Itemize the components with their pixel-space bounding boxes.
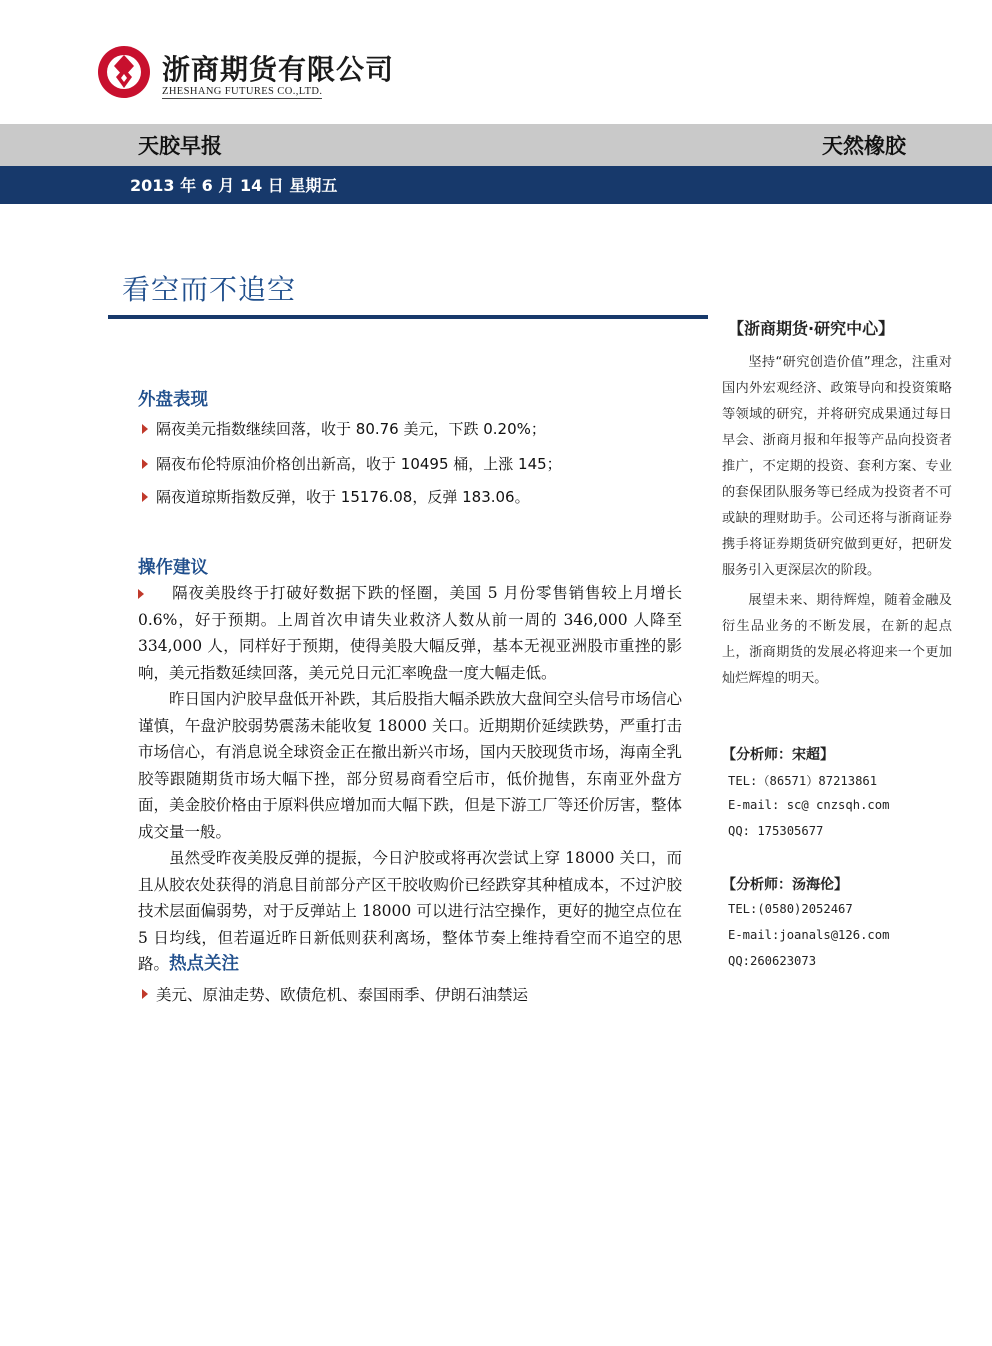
report-type: 天胶早报 <box>138 134 222 158</box>
bullet-triangle-icon <box>138 589 144 599</box>
title-divider <box>108 315 708 319</box>
page-title: 看空而不追空 <box>122 273 297 306</box>
report-date: 2013 年 6 月 14 日 星期五 <box>130 176 338 195</box>
research-center-title: 【浙商期货·研究中心】 <box>728 319 895 338</box>
bullet-triangle-icon <box>142 424 148 434</box>
overseas-heading: 外盘表现 <box>138 390 208 410</box>
intro-paragraph: 坚持“研究创造价值”理念，注重对国内外宏观经济、政策导向和投资策略等领域的研究，并将研究成果通过每日早会、浙商月报和年报等产品向投资者推广，不定期的投资、套利方案、专业的套保团队服务等已经成为投资者不可或缺的理财助手。公司还将与浙商证券携手将证券期货研究做到更好，把研发服务引入更深层次的阶段。 <box>722 355 952 578</box>
overseas-item-text: 隔夜布伦特原油价格创出新高，收于 10495 桶，上涨 145； <box>156 455 562 473</box>
bullet-triangle-icon <box>142 989 148 999</box>
overseas-item <box>142 418 546 439</box>
advice-heading: 操作建议 <box>138 558 208 578</box>
analyst-qq: QQ:260623073 <box>728 954 817 968</box>
analyst-tel: TEL:(0580)2052467 <box>728 902 853 916</box>
hotspot-item-text: 美元、原油走势、欧债危机、泰国雨季、伊朗石油禁运 <box>156 986 529 1004</box>
advice-paragraph: 虽然受昨夜美股反弹的提振，今日沪胶或将再次尝试上穿 18000 关口，而且从胶农处获得的消息目前部分产区干胶收购价已经跌穿其种植成本，不过沪胶技术层面偏弱势，对于反弹站上 18000 可以进行沽空操作，更好的抛空点位在 5 日均线，但若逼近昨日新低则获利离场，整体节奏上维持看空而不追空的思路。热点关注 <box>138 849 682 974</box>
analyst-tel: TEL:（86571）87213861 <box>728 774 878 788</box>
analyst-qq: QQ: 175305677 <box>728 824 824 838</box>
research-center-intro <box>722 350 952 692</box>
advice-paragraph: 昨日国内沪胶早盘低开补跌，其后股指大幅杀跌放大盘间空头信号市场信心谨慎，午盘沪胶弱势震荡未能收复 18000 关口。近期期价延续跌势，严重打击市场信心，有消息说全球资金正在撤出新兴市场，国内天胶现货市场，海南全乳胶等跟随期货市场大幅下挫，部分贸易商看空后市，低价抛售，东南亚外盘方面，美金胶价格由于原料供应增加而大幅下跌，但是下游工厂等还价厉害，整体成交量一般。 <box>138 690 682 841</box>
analyst-email: E-mail: sc@ cnzsqh.com <box>728 798 890 812</box>
analyst-heading: 【分析师：汤海伦】 <box>722 877 848 893</box>
advice-body <box>138 580 682 978</box>
overseas-item <box>142 486 530 507</box>
company-logo-icon <box>96 44 152 100</box>
advice-paragraph: 隔夜美股终于打破好数据下跌的怪圈，美国 5 月份零售销售较上月增长 0.6%，好于预期。上周首次申请失业救济人数从前一周的 346,000 人降至 334,000 人，同样好于预期，使得美股大幅反弹，基本无视亚洲股市重挫的影响，美元指数延续回落，美元兑日元汇率晚盘一度大幅走低。 <box>138 584 682 682</box>
company-name-en: ZHESHANG FUTURES CO.,LTD. <box>162 86 323 97</box>
report-category: 天然橡胶 <box>822 134 906 158</box>
intro-paragraph: 展望未来、期待辉煌，随着金融及衍生品业务的不断发展，在新的起点上，浙商期货的发展必将迎来一个更加灿烂辉煌的明天。 <box>722 593 952 686</box>
analyst-heading: 【分析师：宋超】 <box>722 747 834 763</box>
hotspot-item <box>142 983 528 1005</box>
company-name: 浙商期货有限公司 <box>162 53 395 86</box>
overseas-item-text: 隔夜道琼斯指数反弹，收于 15176.08，反弹 183.06。 <box>156 488 530 506</box>
analyst-email: E-mail:joanals@126.com <box>728 928 890 942</box>
hotspot-heading: 热点关注 <box>169 954 240 974</box>
overseas-item-text: 隔夜美元指数继续回落，收于 80.76 美元，下跌 0.20%； <box>156 420 546 438</box>
bullet-triangle-icon <box>142 492 148 502</box>
bullet-triangle-icon <box>142 459 148 469</box>
overseas-item <box>142 453 562 474</box>
